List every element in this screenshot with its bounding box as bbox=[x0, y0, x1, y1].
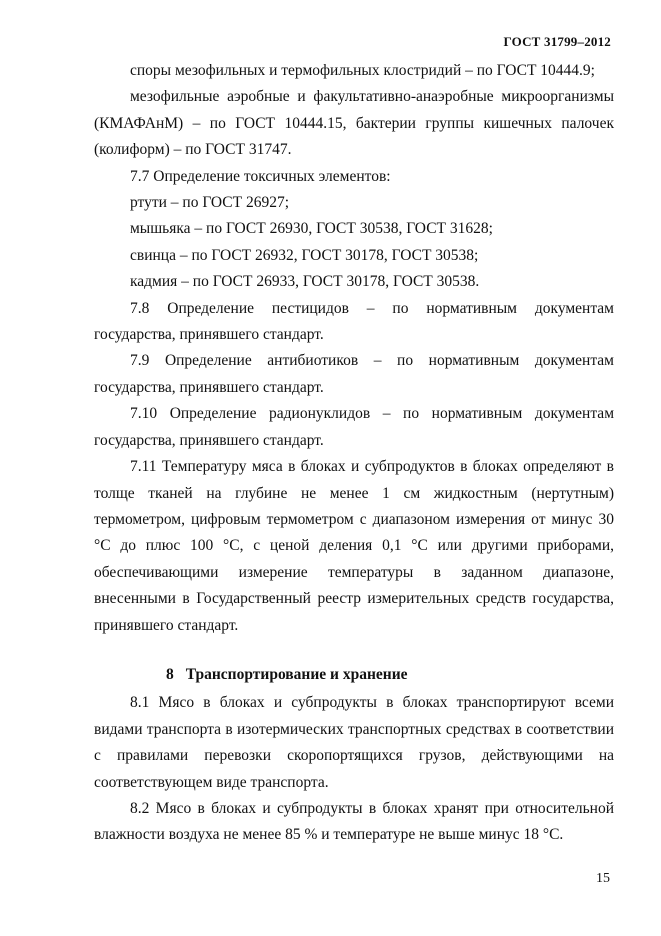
document-body bbox=[94, 58, 614, 849]
paragraph: свинца – по ГОСТ 26932, ГОСТ 30178, ГОСТ 30538; bbox=[130, 246, 479, 264]
section-number: 8 bbox=[166, 665, 174, 683]
paragraph: 7.11 Температуру мяса в блоках и субпродуктов в блоках определяют в толще тканей на глубине не менее 1 см жидкостным (нертутным) термометром, цифровым термометром с диапазоном измерения от минус 30 °С до плюс 100 °С, с ценой деления 0,1 °С или другими приборами, обеспечивающими измерение температуры в заданном диапазоне, внесенными в Государственный реестр измерительных средств государства, принявшего стандарт. bbox=[94, 458, 614, 634]
paragraph: 8.1 Мясо в блоках и субпродукты в блоках транспортируют всеми видами транспорта в изотермических транспортных средствах в соответствии с правилами перевозки скоропортящихся грузов, действующими на соответствующем виде транспорта. bbox=[94, 694, 614, 791]
paragraph: кадмия – по ГОСТ 26933, ГОСТ 30178, ГОСТ 30538. bbox=[130, 273, 480, 291]
paragraph: 8.2 Мясо в блоках и субпродукты в блоках хранят при относительной влажности воздуха не менее 85 % и температуре не выше минус 18 °С. bbox=[94, 799, 614, 844]
paragraph: мышьяка – по ГОСТ 26930, ГОСТ 30538, ГОСТ 31628; bbox=[130, 220, 493, 238]
paragraph: споры мезофильных и термофильных клостридий – по ГОСТ 10444.9; bbox=[130, 62, 595, 79]
paragraphs-before-section bbox=[94, 58, 614, 639]
paragraph: 7.7 Определение токсичных элементов: bbox=[130, 167, 391, 185]
paragraph: 7.10 Определение радионуклидов – по нормативным документам государства, принявшего стандарт. bbox=[94, 405, 614, 449]
section-heading bbox=[94, 639, 614, 690]
document-header: ГОСТ 31799–2012 bbox=[503, 34, 611, 49]
page-number: 15 bbox=[596, 871, 610, 886]
section-title: Транспортирование и хранение bbox=[185, 665, 408, 683]
paragraph: мезофильные аэробные и факультативно-анаэробные микроорганизмы (КМАФАнМ) – по ГОСТ 10444.15, бактерии группы кишечных палочек (колиформ) – по ГОСТ 31747. bbox=[94, 88, 614, 159]
paragraphs-after-section bbox=[94, 690, 614, 848]
paragraph: 7.9 Определение антибиотиков – по нормативным документам государства, принявшего стандарт. bbox=[94, 352, 614, 396]
paragraph: ртути – по ГОСТ 26927; bbox=[130, 194, 290, 212]
paragraph: 7.8 Определение пестицидов – по нормативным документам государства, принявшего стандарт. bbox=[94, 299, 614, 344]
